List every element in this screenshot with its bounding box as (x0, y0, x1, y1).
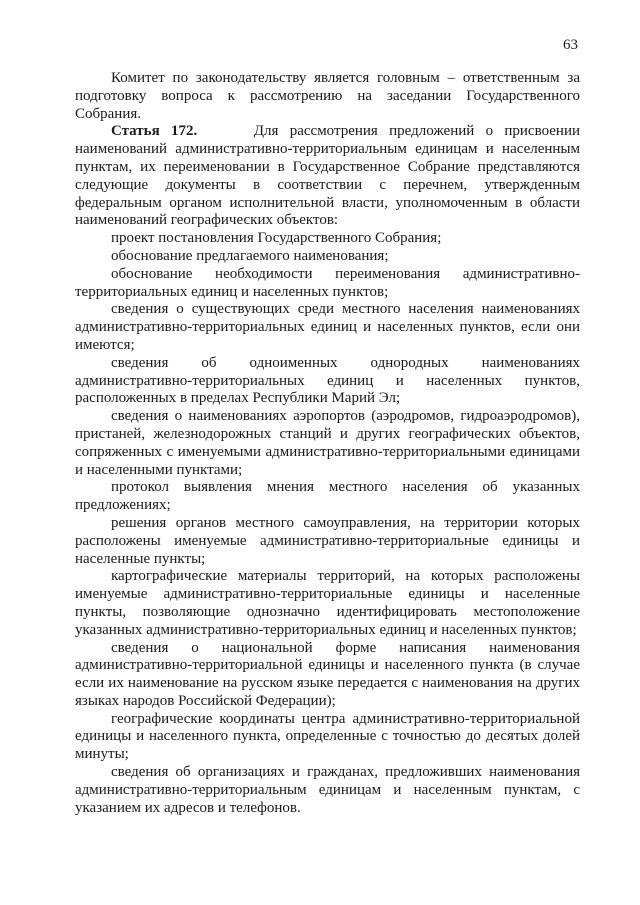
list-item: картографические материалы территорий, на которых расположены именуемые административно-территориальные единицы и населенные пункты, позволяющие однозначно идентифицировать местоположение указанных административно-территориальных единиц и населенных пунктов; (75, 568, 580, 638)
list-item: протокол выявления мнения местного населения об указанных предложениях; (75, 479, 580, 514)
page-number: 63 (563, 37, 578, 53)
list-item: сведения о национальной форме написания наименования административно-территориальной единицы и населенного пункта (в случае если их наименование на русском языке передается с наименования на других языках народов Российской Федерации); (75, 639, 580, 709)
list-item: обоснование необходимости переименования административно-территориальных единиц и населенных пунктов; (75, 265, 580, 300)
list-item: сведения о существующих среди местного населения наименованиях административно-территориальных единиц и населенных пунктов, если они имеются; (75, 301, 580, 353)
article-text: Для рассмотрения предложений о присвоении наименований административно-территориальным единицам и населенным пунктам, их переименовании в Государственное Собрание представляются следующие документы в соответствии с перечнем, утвержденным федеральным органом исполнительной власти, уполномоченным в области наименований географических объектов: (75, 123, 580, 229)
list-item: сведения об одноименных однородных наименованиях административно-территориальных единиц и населенных пунктов, расположенных в пределах Республики Марий Эл; (75, 354, 580, 407)
list-item: сведения о наименованиях аэропортов (аэродромов, гидроаэродромов), пристаней, железнодорожных станций и других географических объектов, сопряженных с именуемыми административно-территориальными единицами и населенными пунктами; (75, 408, 580, 478)
list-item: решения органов местного самоуправления, на территории которых расположены именуемые административно-территориальные единицы и населенные пункты; (75, 514, 580, 567)
list-item: географические координаты центра административно-территориальной единицы и населенного пункта, определенные с точностью до десятых долей минуты; (75, 710, 580, 763)
list-item: проект постановления Государственного Собрания; (111, 230, 442, 247)
article-label: Статья 172. (111, 123, 198, 140)
document-body (75, 70, 580, 817)
list-item: обоснование предлагаемого наименования; (111, 247, 389, 264)
list-item: сведения об организациях и гражданах, предложивших наименования административно-территориальным единицам и населенным пунктам, с указанием их адресов и телефонов. (75, 764, 580, 816)
paragraph-committee: Комитет по законодательству является головным – ответственным за подготовку вопроса к рассмотрению на заседании Государственного Собрания. (75, 70, 580, 122)
article-172-intro (75, 123, 580, 230)
